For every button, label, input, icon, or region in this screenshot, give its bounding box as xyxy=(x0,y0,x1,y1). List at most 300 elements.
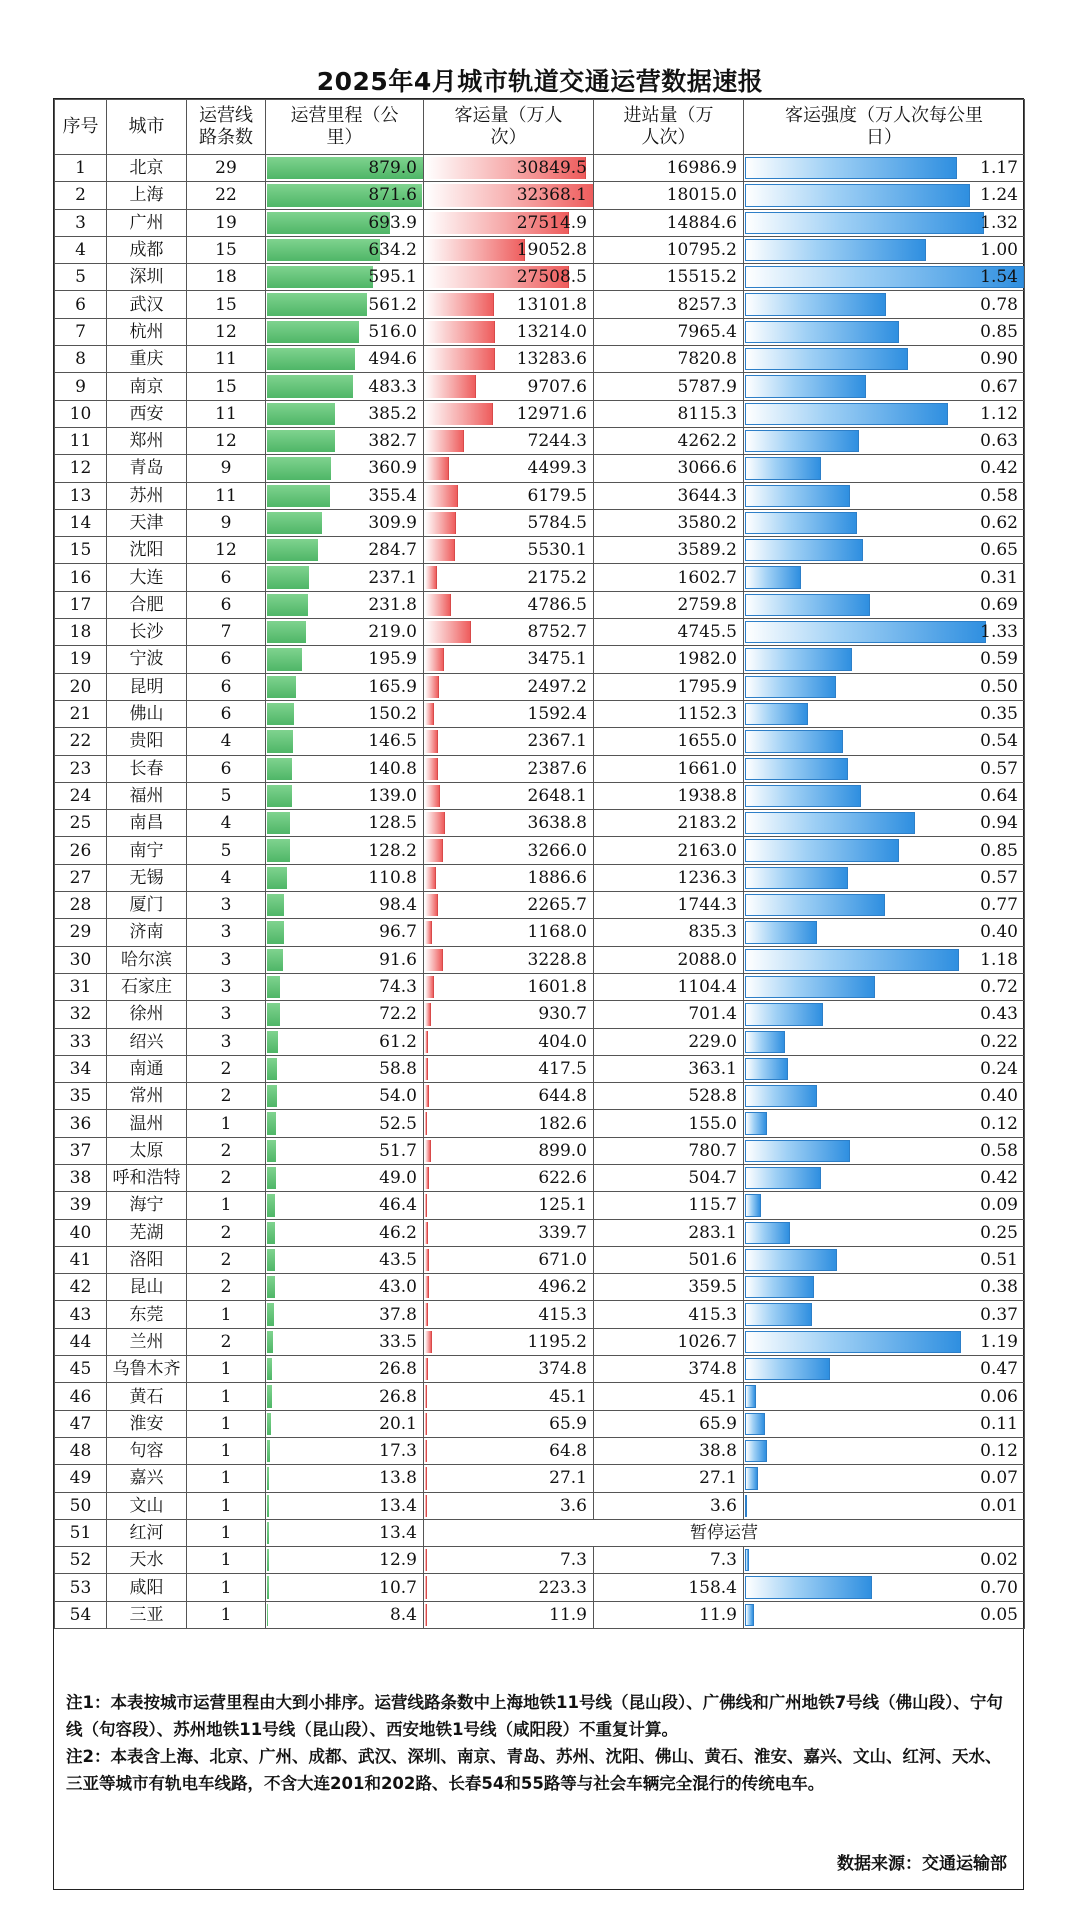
header-intensity: 客运强度（万人次每公里日） xyxy=(744,100,1025,155)
cell-volume-value: 8752.7 xyxy=(527,622,587,643)
cell-mileage-value: 483.3 xyxy=(368,376,417,397)
cell-idx xyxy=(55,537,107,564)
cell-intensity xyxy=(744,291,1025,318)
cell-mileage xyxy=(266,973,424,1000)
cell-lines-value: 15 xyxy=(215,376,237,397)
cell-volume xyxy=(424,946,594,973)
cell-intensity-value: 0.85 xyxy=(980,840,1018,861)
header-city: 城市 xyxy=(107,100,187,155)
cell-mileage-value: 26.8 xyxy=(379,1386,417,1407)
cell-lines xyxy=(187,946,266,973)
cell-mileage-bar xyxy=(267,894,284,916)
cell-volume-value: 12971.6 xyxy=(516,403,587,424)
cell-intensity xyxy=(744,973,1025,1000)
cell-entries-value: 504.7 xyxy=(688,1168,737,1189)
cell-mileage-bar xyxy=(267,812,290,834)
cell-intensity xyxy=(744,1547,1025,1574)
cell-mileage-value: 110.8 xyxy=(368,867,417,888)
cell-intensity-bar xyxy=(745,1194,761,1216)
cell-city-value: 宁波 xyxy=(129,649,164,670)
cell-volume-value: 27508.5 xyxy=(516,267,587,288)
cell-city xyxy=(107,1110,187,1137)
cell-volume-value: 3475.1 xyxy=(527,649,587,670)
cell-mileage-value: 128.5 xyxy=(368,813,417,834)
cell-mileage-value: 385.2 xyxy=(368,403,417,424)
cell-volume xyxy=(424,646,594,673)
cell-volume-bar xyxy=(425,867,436,889)
cell-lines-value: 3 xyxy=(220,949,232,970)
cell-city xyxy=(107,373,187,400)
cell-lines xyxy=(187,318,266,345)
cell-intensity-value: 1.54 xyxy=(980,267,1018,288)
cell-idx-value: 34 xyxy=(69,1058,92,1079)
cell-intensity-value: 1.32 xyxy=(980,212,1018,233)
cell-volume-bar xyxy=(425,839,443,861)
cell-entries-value: 2183.2 xyxy=(677,813,737,834)
cell-intensity-value: 0.35 xyxy=(980,704,1018,725)
cell-intensity-bar xyxy=(745,539,863,561)
cell-mileage-bar xyxy=(267,648,302,670)
cell-city-value: 无锡 xyxy=(129,867,164,888)
cell-volume-bar xyxy=(425,1303,428,1325)
cell-idx-value: 53 xyxy=(69,1577,92,1598)
cell-mileage xyxy=(266,1547,424,1574)
cell-mileage xyxy=(266,646,424,673)
cell-intensity-bar xyxy=(745,758,848,780)
cell-city xyxy=(107,1437,187,1464)
cell-city-value: 南通 xyxy=(129,1058,164,1079)
cell-lines-value: 3 xyxy=(220,922,232,943)
cell-lines-value: 2 xyxy=(220,1058,232,1079)
cell-intensity-value: 0.07 xyxy=(980,1468,1018,1489)
cell-intensity-bar xyxy=(745,812,915,834)
cell-intensity-value: 0.64 xyxy=(980,785,1018,806)
cell-intensity-value: 0.01 xyxy=(980,1495,1018,1516)
cell-volume xyxy=(424,509,594,536)
cell-lines xyxy=(187,1437,266,1464)
cell-idx-value: 28 xyxy=(69,895,92,916)
cell-entries xyxy=(594,1246,744,1273)
cell-mileage xyxy=(266,1246,424,1273)
cell-city xyxy=(107,1519,187,1546)
cell-entries xyxy=(594,182,744,209)
cell-mileage xyxy=(266,1465,424,1492)
cell-entries-value: 415.3 xyxy=(688,1304,737,1325)
cell-idx-value: 23 xyxy=(69,758,92,779)
cell-city xyxy=(107,455,187,482)
cell-intensity-value: 1.24 xyxy=(980,185,1018,206)
cell-mileage xyxy=(266,291,424,318)
cell-entries-value: 283.1 xyxy=(688,1222,737,1243)
cell-intensity xyxy=(744,1219,1025,1246)
cell-volume xyxy=(424,155,594,182)
cell-mileage-value: 43.0 xyxy=(379,1277,417,1298)
cell-idx xyxy=(55,946,107,973)
cell-entries-value: 1602.7 xyxy=(677,567,737,588)
cell-entries xyxy=(594,155,744,182)
cell-mileage xyxy=(266,1028,424,1055)
cell-volume xyxy=(424,1274,594,1301)
table-row xyxy=(55,509,1025,536)
cell-lines-value: 15 xyxy=(215,240,237,261)
cell-lines-value: 1 xyxy=(220,1577,232,1598)
cell-intensity-value: 0.58 xyxy=(980,1140,1018,1161)
cell-intensity-value: 0.69 xyxy=(980,594,1018,615)
cell-city-value: 淮安 xyxy=(129,1413,164,1434)
cell-idx xyxy=(55,291,107,318)
cell-mileage-bar xyxy=(267,430,335,452)
cell-intensity-bar xyxy=(745,949,959,971)
cell-mileage-value: 96.7 xyxy=(379,922,417,943)
cell-entries-value: 115.7 xyxy=(688,1195,737,1216)
cell-mileage-bar xyxy=(267,785,292,807)
cell-mileage xyxy=(266,1492,424,1519)
cell-lines xyxy=(187,291,266,318)
cell-volume-value: 5530.1 xyxy=(527,540,587,561)
cell-city-value: 哈尔滨 xyxy=(121,949,172,970)
cell-idx-value: 49 xyxy=(69,1468,92,1489)
cell-intensity-bar xyxy=(745,867,848,889)
cell-mileage xyxy=(266,892,424,919)
cell-volume-value: 19052.8 xyxy=(516,240,587,261)
cell-lines xyxy=(187,673,266,700)
cell-entries xyxy=(594,455,744,482)
cell-city-value: 重庆 xyxy=(129,349,164,370)
cell-city-value: 长沙 xyxy=(129,622,164,643)
cell-intensity-value: 0.85 xyxy=(980,321,1018,342)
cell-mileage-value: 43.5 xyxy=(379,1250,417,1271)
cell-mileage-value: 237.1 xyxy=(368,567,417,588)
cell-intensity-value: 0.31 xyxy=(980,567,1018,588)
table-row xyxy=(55,427,1025,454)
cell-entries xyxy=(594,482,744,509)
cell-entries xyxy=(594,1601,744,1628)
cell-city xyxy=(107,728,187,755)
cell-idx xyxy=(55,318,107,345)
cell-idx-value: 29 xyxy=(69,922,92,943)
cell-city xyxy=(107,1137,187,1164)
cell-city xyxy=(107,1383,187,1410)
cell-intensity xyxy=(744,1083,1025,1110)
cell-intensity-value: 0.40 xyxy=(980,922,1018,943)
cell-idx xyxy=(55,455,107,482)
cell-intensity xyxy=(744,591,1025,618)
cell-mileage xyxy=(266,1055,424,1082)
table-row xyxy=(55,1192,1025,1219)
cell-mileage-value: 146.5 xyxy=(368,731,417,752)
cell-entries-value: 3.6 xyxy=(709,1495,737,1516)
cell-mileage-bar xyxy=(267,566,309,588)
cell-volume-bar xyxy=(425,758,438,780)
cell-idx xyxy=(55,1356,107,1383)
cell-idx-value: 47 xyxy=(69,1413,92,1434)
cell-volume xyxy=(424,209,594,236)
cell-intensity xyxy=(744,427,1025,454)
cell-intensity xyxy=(744,400,1025,427)
cell-entries xyxy=(594,646,744,673)
cell-idx-value: 32 xyxy=(69,1004,92,1025)
cell-mileage-value: 58.8 xyxy=(379,1058,417,1079)
cell-mileage xyxy=(266,1437,424,1464)
table-row xyxy=(55,155,1025,182)
cell-city-value: 杭州 xyxy=(129,321,164,342)
cell-volume xyxy=(424,427,594,454)
cell-entries-value: 2759.8 xyxy=(677,594,737,615)
cell-idx-value: 12 xyxy=(69,458,92,479)
cell-entries xyxy=(594,1492,744,1519)
cell-volume-value: 1601.8 xyxy=(527,977,587,998)
cell-intensity-bar xyxy=(745,976,875,998)
cell-idx-value: 27 xyxy=(69,867,92,888)
cell-lines xyxy=(187,1164,266,1191)
cell-mileage-value: 231.8 xyxy=(368,594,417,615)
cell-idx-value: 14 xyxy=(69,513,92,533)
cell-entries-value: 8115.3 xyxy=(677,403,737,424)
cell-idx-value: 54 xyxy=(69,1604,92,1625)
cell-intensity xyxy=(744,1465,1025,1492)
cell-lines-value: 1 xyxy=(220,1604,232,1625)
cell-entries xyxy=(594,1301,744,1328)
cell-intensity xyxy=(744,1328,1025,1355)
cell-mileage-bar xyxy=(267,976,280,998)
cell-mileage-value: 871.6 xyxy=(368,185,417,206)
cell-mileage xyxy=(266,619,424,646)
table-row xyxy=(55,1028,1025,1055)
cell-lines xyxy=(187,537,266,564)
cell-entries-value: 2163.0 xyxy=(677,840,737,861)
cell-intensity-value: 0.50 xyxy=(980,676,1018,697)
cell-city-value: 沈阳 xyxy=(129,540,164,561)
cell-idx xyxy=(55,1383,107,1410)
cell-lines xyxy=(187,455,266,482)
cell-mileage-bar xyxy=(267,1003,280,1025)
cell-idx-value: 9 xyxy=(75,376,86,397)
cell-idx-value: 11 xyxy=(69,431,92,452)
cell-mileage xyxy=(266,346,424,373)
cell-mileage xyxy=(266,1137,424,1164)
cell-intensity-value: 1.12 xyxy=(980,403,1018,424)
cell-volume xyxy=(424,1492,594,1519)
cell-city-value: 三亚 xyxy=(129,1604,164,1625)
cell-city-value: 广州 xyxy=(129,212,164,233)
cell-idx-value: 21 xyxy=(69,704,92,725)
cell-volume-value: 899.0 xyxy=(538,1140,587,1161)
table-row xyxy=(55,864,1025,891)
cell-city xyxy=(107,1547,187,1574)
cell-intensity-bar xyxy=(745,1576,872,1598)
cell-entries xyxy=(594,782,744,809)
cell-lines-value: 18 xyxy=(215,267,237,288)
cell-entries xyxy=(594,946,744,973)
cell-lines-value: 9 xyxy=(220,458,232,479)
cell-city xyxy=(107,1028,187,1055)
cell-intensity xyxy=(744,700,1025,727)
cell-lines-value: 3 xyxy=(220,1004,232,1025)
cell-mileage-bar xyxy=(267,1440,270,1462)
cell-lines-value: 4 xyxy=(220,867,232,888)
cell-entries xyxy=(594,1547,744,1574)
cell-city-value: 石家庄 xyxy=(121,977,172,998)
cell-volume-value: 9707.6 xyxy=(527,376,587,397)
cell-lines xyxy=(187,1601,266,1628)
cell-lines xyxy=(187,564,266,591)
cell-mileage-bar xyxy=(267,1249,275,1271)
cell-entries-value: 27.1 xyxy=(699,1468,737,1489)
cell-intensity xyxy=(744,1192,1025,1219)
cell-idx-value: 4 xyxy=(75,240,86,261)
cell-entries-value: 7965.4 xyxy=(677,321,737,342)
cell-idx xyxy=(55,155,107,182)
cell-intensity-value: 0.70 xyxy=(980,1577,1018,1598)
cell-mileage-value: 20.1 xyxy=(379,1413,417,1434)
cell-lines xyxy=(187,1547,266,1574)
cell-entries-value: 229.0 xyxy=(688,1031,737,1052)
cell-mileage-value: 128.2 xyxy=(368,840,417,861)
cell-entries-value: 528.8 xyxy=(688,1086,737,1107)
cell-city-value: 绍兴 xyxy=(129,1031,164,1052)
note-1: 注1：本表按城市运营里程由大到小排序。运营线路条数中上海地铁11号线（昆山段）、广佛线和广州地铁7号线（佛山段）、宁句线（句容段）、苏州地铁11号线（昆山段）、西安地铁1号线（咸阳段）不重复计算。 xyxy=(66,1693,1003,1739)
cell-mileage xyxy=(266,1219,424,1246)
cell-idx-value: 5 xyxy=(75,267,86,288)
cell-entries xyxy=(594,837,744,864)
cell-lines xyxy=(187,427,266,454)
cell-intensity xyxy=(744,1574,1025,1601)
cell-idx xyxy=(55,1137,107,1164)
cell-mileage xyxy=(266,864,424,891)
cell-mileage xyxy=(266,1328,424,1355)
cell-mileage-bar xyxy=(267,1194,275,1216)
table-row xyxy=(55,1001,1025,1028)
cell-intensity-bar xyxy=(745,676,836,698)
header-lines: 运营线路条数 xyxy=(187,100,266,155)
cell-idx-value: 1 xyxy=(75,158,86,179)
cell-intensity-bar xyxy=(745,430,859,452)
cell-lines-value: 12 xyxy=(215,431,237,452)
data-table-frame xyxy=(53,98,1024,1890)
table-row xyxy=(55,455,1025,482)
cell-intensity xyxy=(744,182,1025,209)
cell-city-value: 乌鲁木齐 xyxy=(112,1359,181,1380)
cell-idx xyxy=(55,346,107,373)
cell-lines xyxy=(187,182,266,209)
cell-lines xyxy=(187,1465,266,1492)
cell-intensity-bar xyxy=(745,457,821,479)
cell-city-value: 常州 xyxy=(129,1086,164,1107)
cell-entries xyxy=(594,1137,744,1164)
cell-idx xyxy=(55,1410,107,1437)
cell-mileage-bar xyxy=(267,1085,277,1107)
cell-volume-value: 4786.5 xyxy=(527,594,587,615)
cell-volume-bar xyxy=(425,566,437,588)
table-row xyxy=(55,810,1025,837)
cell-mileage-bar xyxy=(267,1167,276,1189)
cell-entries-value: 15515.2 xyxy=(666,267,737,288)
cell-city xyxy=(107,264,187,291)
cell-lines xyxy=(187,1383,266,1410)
cell-idx-value: 37 xyxy=(69,1140,92,1161)
cell-volume-bar xyxy=(425,894,438,916)
cell-mileage xyxy=(266,427,424,454)
cell-intensity-value: 0.12 xyxy=(980,1113,1018,1134)
cell-mileage xyxy=(266,1301,424,1328)
cell-lines xyxy=(187,1301,266,1328)
cell-intensity-bar xyxy=(745,1385,756,1407)
cell-volume-bar xyxy=(425,1440,427,1462)
cell-lines-value: 6 xyxy=(220,649,232,670)
cell-idx-value: 17 xyxy=(69,594,92,615)
cell-idx xyxy=(55,1055,107,1082)
cell-mileage-value: 139.0 xyxy=(368,785,417,806)
cell-lines-value: 3 xyxy=(220,1031,232,1052)
cell-idx-value: 41 xyxy=(69,1250,92,1271)
cell-idx xyxy=(55,1328,107,1355)
cell-intensity-value: 0.72 xyxy=(980,977,1018,998)
table-row xyxy=(55,892,1025,919)
cell-mileage-value: 355.4 xyxy=(368,485,417,506)
cell-volume-bar xyxy=(425,1358,428,1380)
cell-city-value: 芜湖 xyxy=(129,1222,164,1243)
table-row xyxy=(55,182,1025,209)
cell-mileage-value: 49.0 xyxy=(379,1168,417,1189)
cell-intensity xyxy=(744,209,1025,236)
cell-intensity-value: 0.05 xyxy=(980,1604,1018,1625)
cell-lines-value: 3 xyxy=(220,895,232,916)
cell-intensity-bar xyxy=(745,1331,961,1353)
cell-idx xyxy=(55,564,107,591)
cell-volume-value: 11.9 xyxy=(549,1604,587,1625)
cell-idx-value: 39 xyxy=(69,1195,92,1216)
cell-volume-bar xyxy=(425,539,455,561)
cell-entries-value: 3589.2 xyxy=(677,540,737,561)
cell-lines xyxy=(187,1110,266,1137)
cell-idx-value: 20 xyxy=(69,676,92,697)
cell-intensity xyxy=(744,864,1025,891)
cell-city xyxy=(107,318,187,345)
cell-intensity-value: 0.38 xyxy=(980,1277,1018,1298)
cell-intensity-value: 0.43 xyxy=(980,1004,1018,1025)
cell-mileage-value: 61.2 xyxy=(379,1031,417,1052)
cell-idx-value: 6 xyxy=(75,294,86,315)
cell-volume-value: 27.1 xyxy=(549,1468,587,1489)
cell-entries xyxy=(594,1410,744,1437)
table-row xyxy=(55,1574,1025,1601)
cell-idx xyxy=(55,673,107,700)
cell-mileage-value: 494.6 xyxy=(368,349,417,370)
cell-entries-value: 3580.2 xyxy=(677,513,737,533)
cell-entries xyxy=(594,864,744,891)
cell-city-value: 武汉 xyxy=(129,294,164,315)
cell-mileage-bar xyxy=(267,1467,269,1489)
cell-entries-value: 5787.9 xyxy=(677,376,737,397)
cell-city xyxy=(107,700,187,727)
cell-lines-value: 11 xyxy=(215,485,237,506)
cell-lines xyxy=(187,1274,266,1301)
cell-intensity xyxy=(744,537,1025,564)
cell-volume-bar xyxy=(425,348,495,370)
cell-idx-value: 26 xyxy=(69,840,92,861)
table-row xyxy=(55,318,1025,345)
cell-intensity-value: 1.19 xyxy=(980,1331,1018,1352)
cell-intensity-bar xyxy=(745,921,817,943)
cell-mileage-value: 13.4 xyxy=(379,1495,417,1516)
cell-entries xyxy=(594,919,744,946)
cell-intensity-value: 0.42 xyxy=(980,1168,1018,1189)
cell-intensity-value: 0.62 xyxy=(980,513,1018,533)
table-row xyxy=(55,837,1025,864)
cell-mileage xyxy=(266,318,424,345)
cell-idx xyxy=(55,1547,107,1574)
cell-volume-value: 2265.7 xyxy=(527,895,587,916)
